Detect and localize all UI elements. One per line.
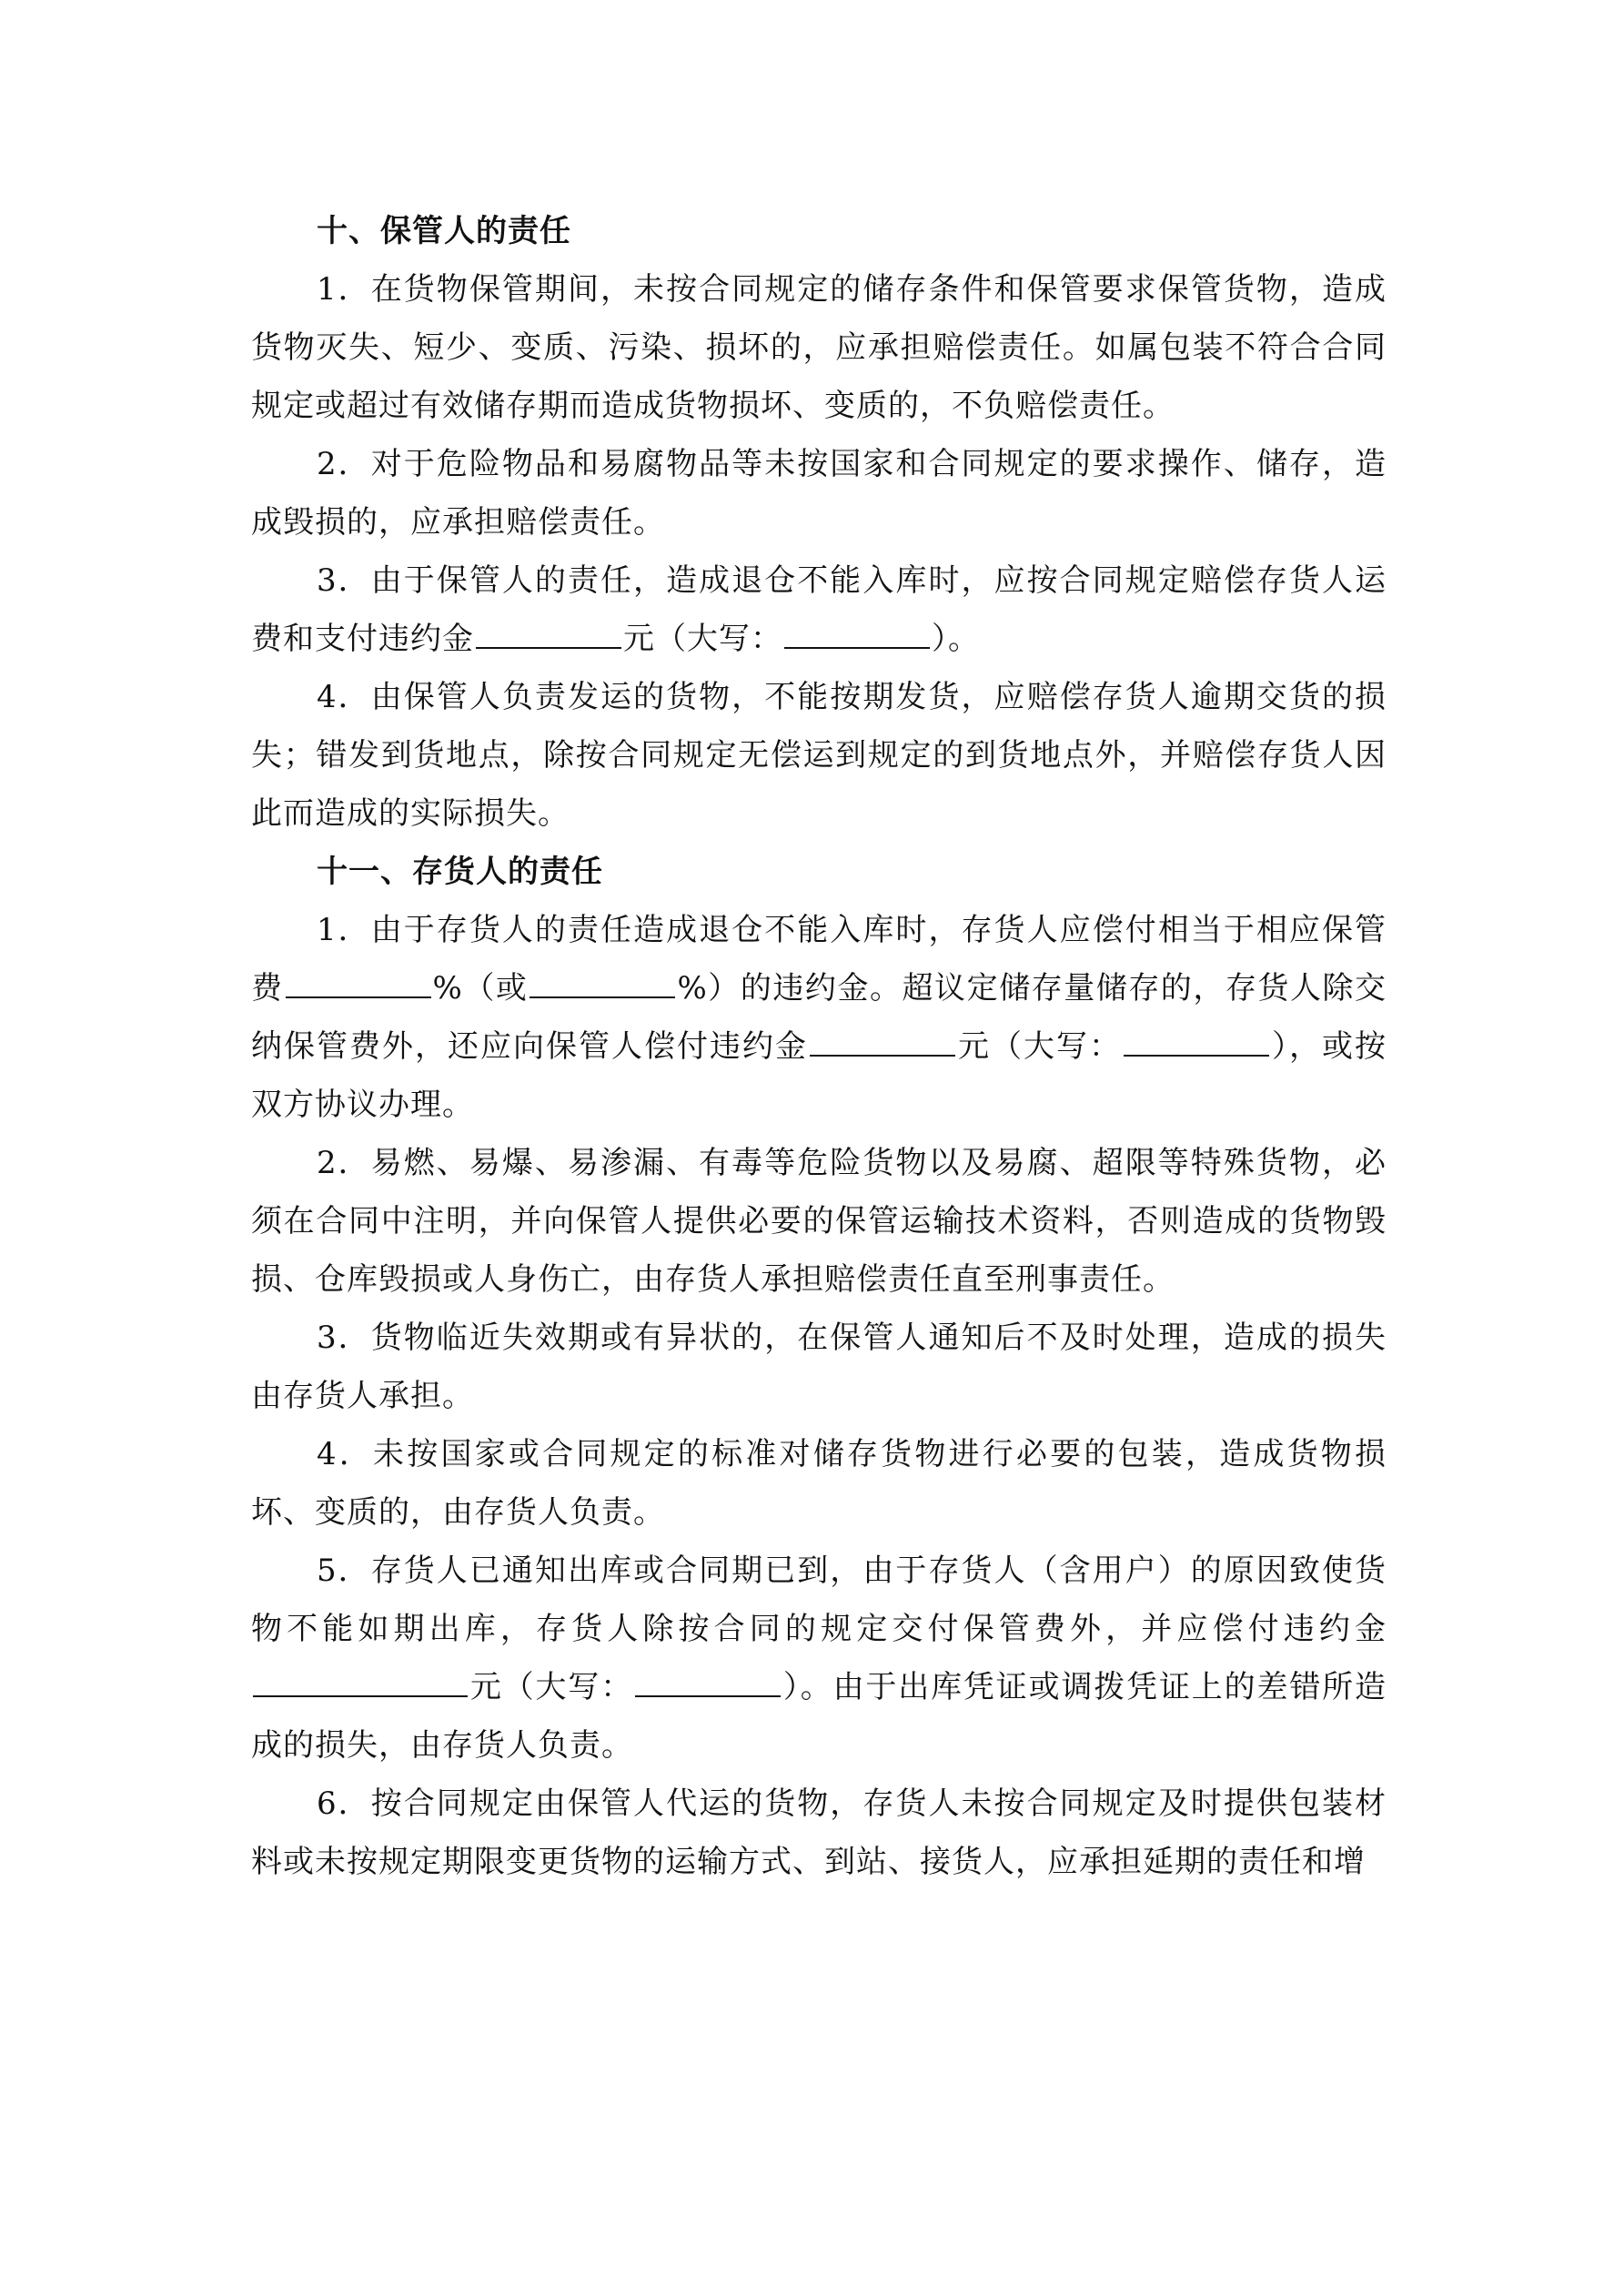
section-10-item-3-text-a: 3．由于保管人的责任，造成退仓不能入库时，应按合同规定赔偿存货人运费和支付违约金	[251, 562, 1387, 657]
section-11-item-3: 3．货物临近失效期或有异状的，在保管人通知后不及时处理，造成的损失由存货人承担。	[251, 1320, 1387, 1414]
penalty-amount-blank[interactable]	[810, 1024, 955, 1057]
section-11-item-1-text-e: ），或按双方协议办理。	[251, 1028, 1387, 1123]
amount-in-words-blank[interactable]	[784, 616, 930, 649]
section-11-item-5-text-a: 5．存货人已通知出库或合同期已到，由于存货人（含用户）的原因致使货物不能如期出库，存货人除按合同的规定交付保管费外，并应偿付违约金	[251, 1553, 1387, 1647]
section-11-item-1-text-a: 1．由于存货人的责任造成退仓不能入库时，存货人应偿付相当于相应保管费	[251, 912, 1387, 1006]
section-10-item-1: 1．在货物保管期间，未按合同规定的储存条件和保管要求保管货物，造成货物灭失、短少、变质、污染、损坏的，应承担赔偿责任。如属包装不符合合同规定或超过有效储存期而造成货物损坏、变质的，不负赔偿责任。	[251, 271, 1387, 424]
section-11-item-4: 4．未按国家或合同规定的标准对储存货物进行必要的包装，造成货物损坏、变质的，由存货人负责。	[251, 1436, 1387, 1531]
section-10-item-4: 4．由保管人负责发运的货物，不能按期发货，应赔偿存货人逾期交货的损失；错发到货地点，除按合同规定无偿运到规定的到货地点外，并赔偿存货人因此而造成的实际损失。	[251, 679, 1387, 832]
alt-percentage-blank[interactable]	[530, 966, 675, 998]
overdue-penalty-in-words-blank[interactable]	[635, 1664, 781, 1697]
section-11-heading: 十一、存货人的责任	[317, 854, 603, 890]
section-11-item-1-text-b: %（或	[432, 970, 529, 1006]
amount-blank[interactable]	[476, 616, 621, 649]
section-10-item-3	[251, 551, 1387, 668]
section-11-item-2: 2．易燃、易爆、易渗漏、有毒等危险货物以及易腐、超限等特殊货物，必须在合同中注明，并向保管人提供必要的保管运输技术资料，否则造成的货物毁损、仓库毁损或人身伤亡，由存货人承担赔偿责任直至刑事责任。	[251, 1145, 1387, 1298]
section-10-item-2: 2．对于危险物品和易腐物品等未按国家和合同规定的要求操作、储存，造成毁损的，应承担赔偿责任。	[251, 446, 1387, 541]
section-10-item-3-text-c: ）。	[932, 621, 980, 657]
section-10-item-3-text-b: 元（大写：	[623, 621, 782, 657]
section-11-item-1-text-d: 元（大写：	[957, 1028, 1122, 1065]
overdue-penalty-blank[interactable]	[253, 1664, 468, 1697]
section-11-item-6: 6．按合同规定由保管人代运的货物，存货人未按合同规定及时提供包装材料或未按规定期限变更货物的运输方式、到站、接货人，应承担延期的责任和增	[251, 1785, 1387, 1880]
penalty-in-words-blank[interactable]	[1124, 1024, 1269, 1057]
section-11-item-5	[251, 1542, 1387, 1775]
document-page	[251, 202, 1387, 1891]
section-11-item-5-text-c: ）。由于出库凭证或调拨凭证上的差错所造成的损失，由存货人负责。	[251, 1669, 1387, 1764]
section-10-heading: 十、保管人的责任	[317, 213, 571, 249]
section-11-item-1-text-c: %）的违约金。超议定储存量储存的，存货人除交纳保管费外，还应向保管人偿付违约金	[251, 970, 1387, 1065]
section-11-item-5-text-b: 元（大写：	[469, 1669, 634, 1705]
percentage-blank[interactable]	[286, 966, 431, 998]
section-11-item-1	[251, 901, 1387, 1134]
